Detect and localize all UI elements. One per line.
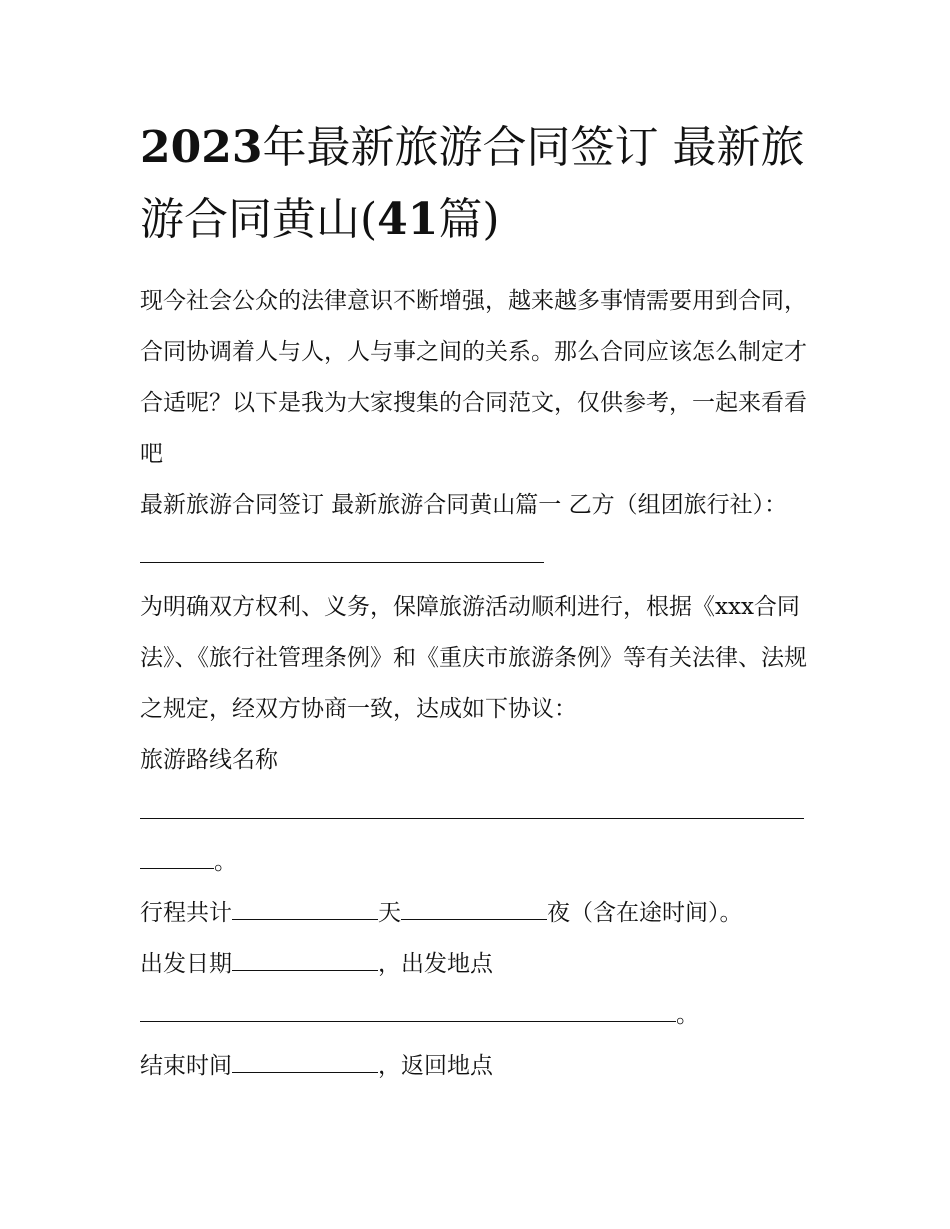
- day-unit: 天: [378, 900, 401, 926]
- depart-date-blank: [232, 940, 378, 971]
- night-unit: 夜（含在途时间）。: [547, 900, 743, 926]
- route-name-blank: [140, 786, 804, 819]
- end-time-label: 结束时间: [140, 1053, 232, 1079]
- depart-place-blank: [140, 991, 676, 1022]
- section-heading-text: 最新旅游合同签订 最新旅游合同黄山篇一 乙方（组团旅行社）：: [140, 492, 788, 518]
- depart-place-label: ，出发地点: [378, 951, 493, 977]
- title-text: 年最新旅游合同签订 最新旅游合同黄山(: [140, 122, 805, 245]
- agency-name-blank: [140, 532, 544, 563]
- depart-date-label: 出发日期: [140, 951, 232, 977]
- purpose-paragraph: 为明确双方权利、义务，保障旅游活动顺利进行，根据《xxx合同法》、《旅行社管理条例》和《重庆市旅游条例》等有关法律、法规之规定，经双方协商一致，达成如下协议：: [140, 594, 807, 722]
- depart-place-period: 。: [676, 1002, 699, 1028]
- intro-paragraph: 现今社会公众的法律意识不断增强，越来越多事情需要用到合同，合同协调着人与人，人与事之间的关系。那么合同应该怎么制定才合适呢？以下是我为大家搜集的合同范文，仅供参考，一起来看看吧: [140, 288, 807, 467]
- itinerary-label: 行程共计: [140, 900, 232, 926]
- end-time-blank: [232, 1042, 378, 1073]
- route-label: 旅游路线名称: [140, 747, 278, 773]
- days-blank: [232, 889, 378, 920]
- return-place-label: ，返回地点: [378, 1053, 493, 1079]
- route-name-blank-2: [140, 838, 214, 869]
- itinerary-line: [140, 888, 810, 939]
- route-continuation: [140, 837, 810, 888]
- route-period: 。: [214, 849, 237, 875]
- nights-blank: [401, 889, 547, 920]
- document-page: [140, 112, 810, 1092]
- section-heading: [140, 480, 810, 582]
- title-count: 41: [377, 194, 439, 245]
- departure-line: [140, 939, 810, 990]
- document-title: [140, 112, 810, 256]
- title-year: 2023: [140, 122, 263, 173]
- title-suffix: 篇): [438, 194, 500, 245]
- departure-place-line: [140, 990, 810, 1041]
- return-line: [140, 1041, 810, 1092]
